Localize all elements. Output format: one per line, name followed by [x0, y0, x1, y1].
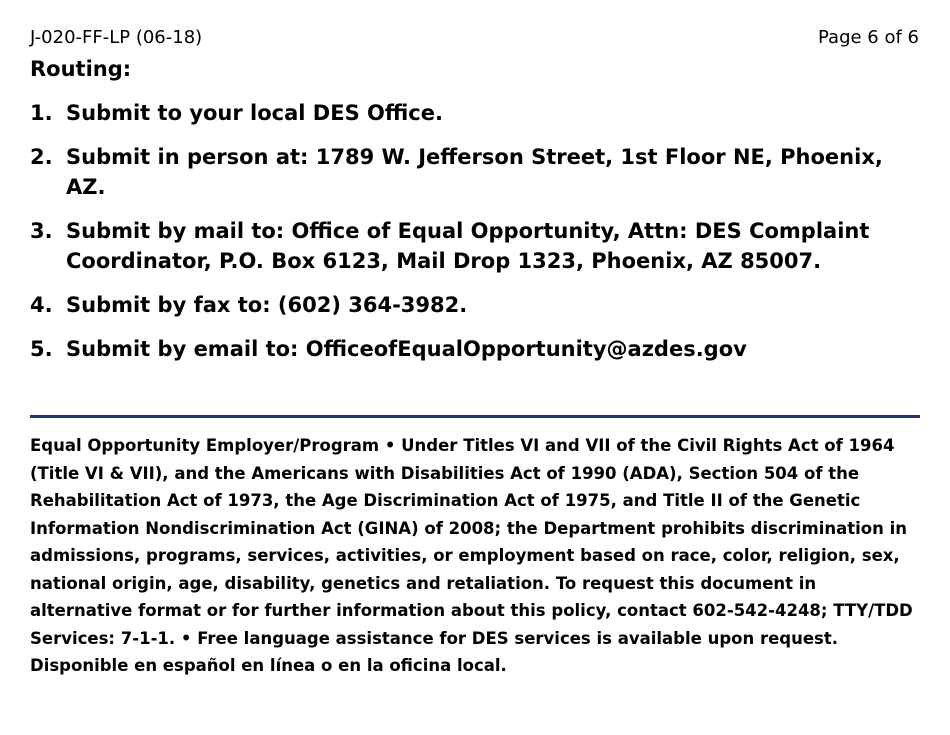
divider-rule	[30, 415, 920, 418]
form-id: J-020-FF-LP (06-18)	[30, 27, 203, 48]
routing-item-text: Submit by mail to: Office of Equal Opportunity, Attn: DES Complaint Coordinator, P.O. Box 6123, Mail Drop 1323, Phoenix, AZ 85007.	[66, 219, 870, 273]
routing-title: Routing:	[30, 57, 132, 81]
routing-item-text: Submit by fax to: (602) 364-3982.	[66, 293, 468, 317]
routing-item-number: 2.	[30, 145, 53, 169]
routing-item-text: Submit to your local DES Office.	[66, 101, 443, 125]
routing-item-number: 4.	[30, 293, 53, 317]
routing-item	[30, 334, 910, 364]
equal-opportunity-statement: Equal Opportunity Employer/Program • Under Titles VI and VII of the Civil Rights Act of 1964 (Title VI & VII), and the Americans with Disabilities Act of 1990 (ADA), Section 504 of the Rehabilitation Act of 1973, the Age Discrimination Act of 1975, and Title II of the Genetic Information Nondiscrimination Act (GINA) of 2008; the Department prohibits discrimination in admissions, programs, services, activities, or employment based on race, color, religion, sex, national origin, age, disability, genetics and retaliation. To request this document in alternative format or for further information about this policy, contact 602-542-4248; TTY/TDD Services: 7-1-1. • Free language assistance for DES services is available upon request. Disponible en español en línea o en la oficina local.	[30, 436, 913, 675]
routing-item	[30, 290, 910, 320]
routing-item	[30, 142, 910, 202]
routing-item-number: 3.	[30, 219, 53, 243]
routing-item-text: Submit by email to: OfficeofEqualOpportunity@azdes.gov	[66, 337, 747, 361]
routing-item-number: 1.	[30, 101, 53, 125]
page-header	[30, 27, 919, 49]
routing-item-text: Submit in person at: 1789 W. Jefferson Street, 1st Floor NE, Phoenix, AZ.	[66, 145, 883, 199]
routing-item	[30, 216, 910, 276]
page-number: Page 6 of 6	[818, 27, 919, 48]
routing-item-number: 5.	[30, 337, 53, 361]
routing-list	[30, 98, 910, 378]
routing-item	[30, 98, 910, 128]
